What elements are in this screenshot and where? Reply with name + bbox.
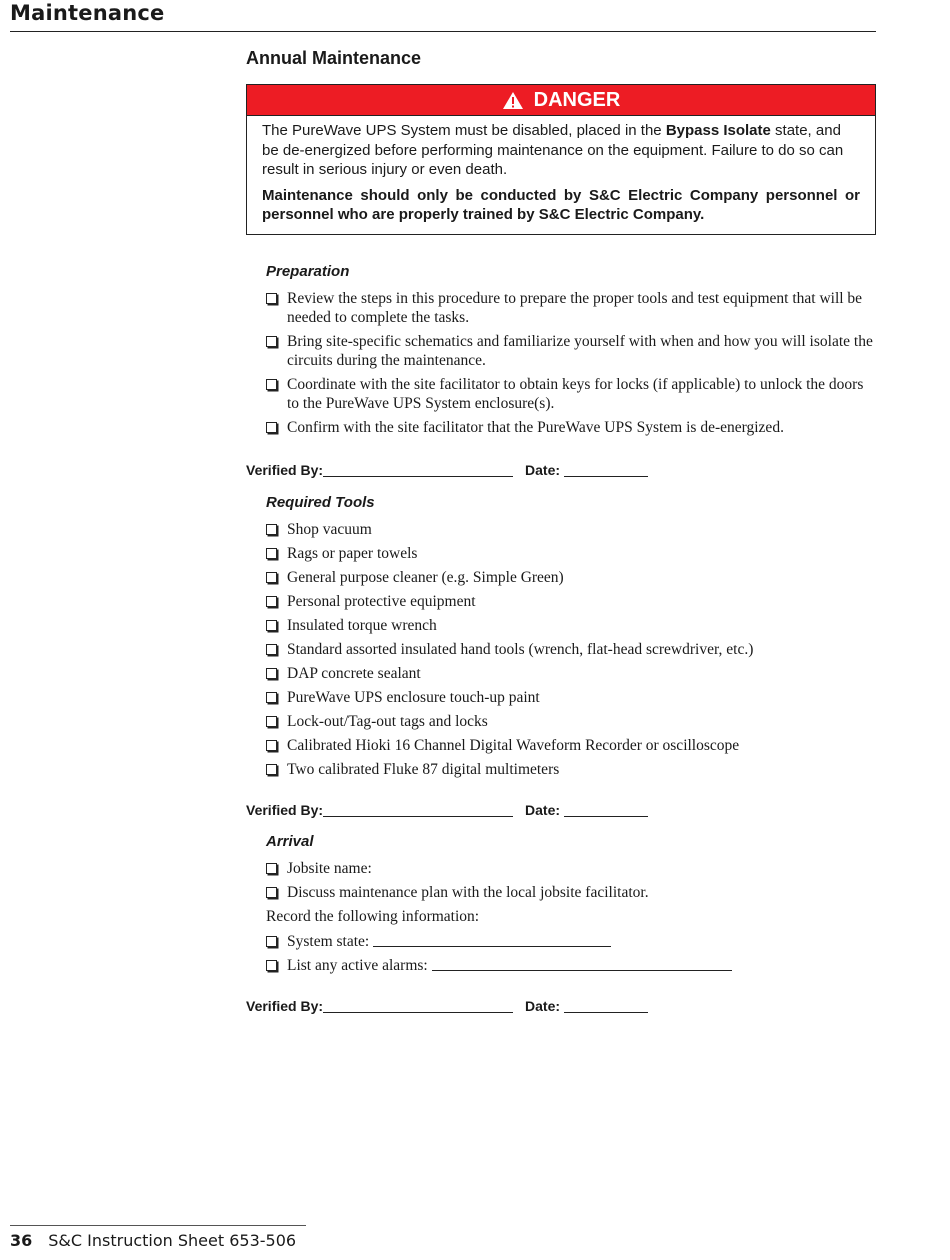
list-item-text: General purpose cleaner (e.g. Simple Green) [287,568,564,586]
annual-maintenance-title: Annual Maintenance [246,48,422,68]
list-item-text: Two calibrated Fluke 87 digital multimeters [287,760,560,778]
list-item-text: Standard assorted insulated hand tools (wrench, flat-head screwdriver, etc.) [287,640,754,658]
verified-by-label: Verified By: [246,997,324,1014]
checkbox[interactable] [266,936,277,947]
danger-text-start: The PureWave UPS System must be disabled, placed in the [262,122,666,139]
preparation-heading: Preparation [266,262,350,280]
warning-triangle-icon [502,91,524,110]
list-item-text: Insulated torque wrench [287,616,437,634]
list-item [266,736,876,755]
date-field[interactable] [564,462,648,477]
checkbox[interactable] [266,620,277,631]
list-item-text: Shop vacuum [287,520,372,538]
list-item-text: DAP concrete sealant [287,664,421,682]
list-item [266,592,876,611]
section-title: Maintenance [10,1,165,25]
checkbox[interactable] [266,524,277,535]
verified-by-label: Verified By: [246,461,324,478]
footer-divider [10,1225,306,1226]
list-item-text: Calibrated Hioki 16 Channel Digital Waveform Recorder or oscilloscope [287,736,740,754]
date-label: Date: [525,997,561,1014]
page-number: 36 [10,1231,33,1250]
required-tools-list [266,520,876,779]
list-item [266,932,876,951]
list-item-text: Lock-out/Tag-out tags and locks [287,712,488,730]
checkbox[interactable] [266,293,277,304]
verification-row [246,462,876,480]
checkbox[interactable] [266,668,277,679]
section-header [10,0,876,32]
checkbox[interactable] [266,960,277,971]
date-field[interactable] [564,998,648,1013]
document-title: S&C Instruction Sheet 653-506 [48,1231,297,1250]
danger-text-end: state, and be de-energized before performing maintenance on the equipment. Failure to do so can result in serious injury or even death. [262,122,844,178]
danger-body [247,116,875,234]
checkbox[interactable] [266,887,277,898]
record-instruction: Record the following information: [266,907,480,925]
list-item-text: Personal protective equipment [287,592,476,610]
main-content [246,48,876,1016]
list-item [266,568,876,587]
list-item-text: Jobsite name: [287,859,372,877]
list-item [266,418,876,437]
list-item-text: Discuss maintenance plan with the local jobsite facilitator. [287,883,649,901]
danger-text [262,121,860,180]
list-item-text: Confirm with the site facilitator that the PureWave UPS System is de-energized. [287,418,784,436]
preparation-list [266,289,876,437]
danger-text-bold: Bypass Isolate [665,122,771,139]
list-item-text: System state: [287,932,370,950]
verified-by-label: Verified By: [246,801,324,818]
list-item [266,859,876,878]
list-item-text: Coordinate with the site facilitator to obtain keys for locks (if applicable) to unlock the doors to the PureWave UPS System enclosure(s). [287,375,864,412]
checkbox[interactable] [266,863,277,874]
record-list [266,932,876,975]
checkbox[interactable] [266,596,277,607]
list-item [266,640,876,659]
list-item-text: PureWave UPS enclosure touch-up paint [287,688,540,706]
date-label: Date: [525,801,561,818]
list-item-text: Rags or paper towels [287,544,418,562]
list-item [266,520,876,539]
checkbox[interactable] [266,764,277,775]
list-item [266,544,876,563]
list-item [266,664,876,683]
list-item-text: Bring site-specific schematics and familiarize yourself with when and how you will isolate the circuits during the maintenance. [287,332,873,369]
checkbox[interactable] [266,422,277,433]
verified-by-field[interactable] [323,462,513,477]
page-footer [10,1231,296,1250]
arrival-list [266,859,876,902]
checkbox[interactable] [266,336,277,347]
checkbox[interactable] [266,692,277,703]
list-item [266,883,876,902]
list-item [266,616,876,635]
active-alarms-field[interactable] [432,956,732,971]
checkbox[interactable] [266,740,277,751]
list-item [266,375,876,413]
list-item [266,760,876,779]
list-item [266,289,876,327]
checkbox[interactable] [266,379,277,390]
date-field[interactable] [564,802,648,817]
list-item [266,688,876,707]
checkbox[interactable] [266,548,277,559]
list-item [266,332,876,370]
list-item-text: Review the steps in this procedure to prepare the proper tools and test equipment that will be needed to complete the tasks. [287,289,863,326]
checkbox[interactable] [266,572,277,583]
verified-by-field[interactable] [323,802,513,817]
system-state-field[interactable] [373,932,611,947]
checkbox[interactable] [266,644,277,655]
verified-by-field[interactable] [323,998,513,1013]
arrival-heading: Arrival [266,832,314,850]
danger-header [247,85,875,116]
danger-label: DANGER [533,88,621,111]
list-item-text: List any active alarms: [287,956,428,974]
required-tools-heading: Required Tools [266,493,375,511]
verification-row [246,802,876,820]
checkbox[interactable] [266,716,277,727]
list-item [266,712,876,731]
verification-row [246,998,876,1016]
danger-note: Maintenance should only be conducted by S&C Electric Company personnel or personnel who are properly trained by S&C Electric Company. [262,186,860,223]
list-item [266,956,876,975]
danger-box [246,84,876,235]
date-label: Date: [525,461,561,478]
